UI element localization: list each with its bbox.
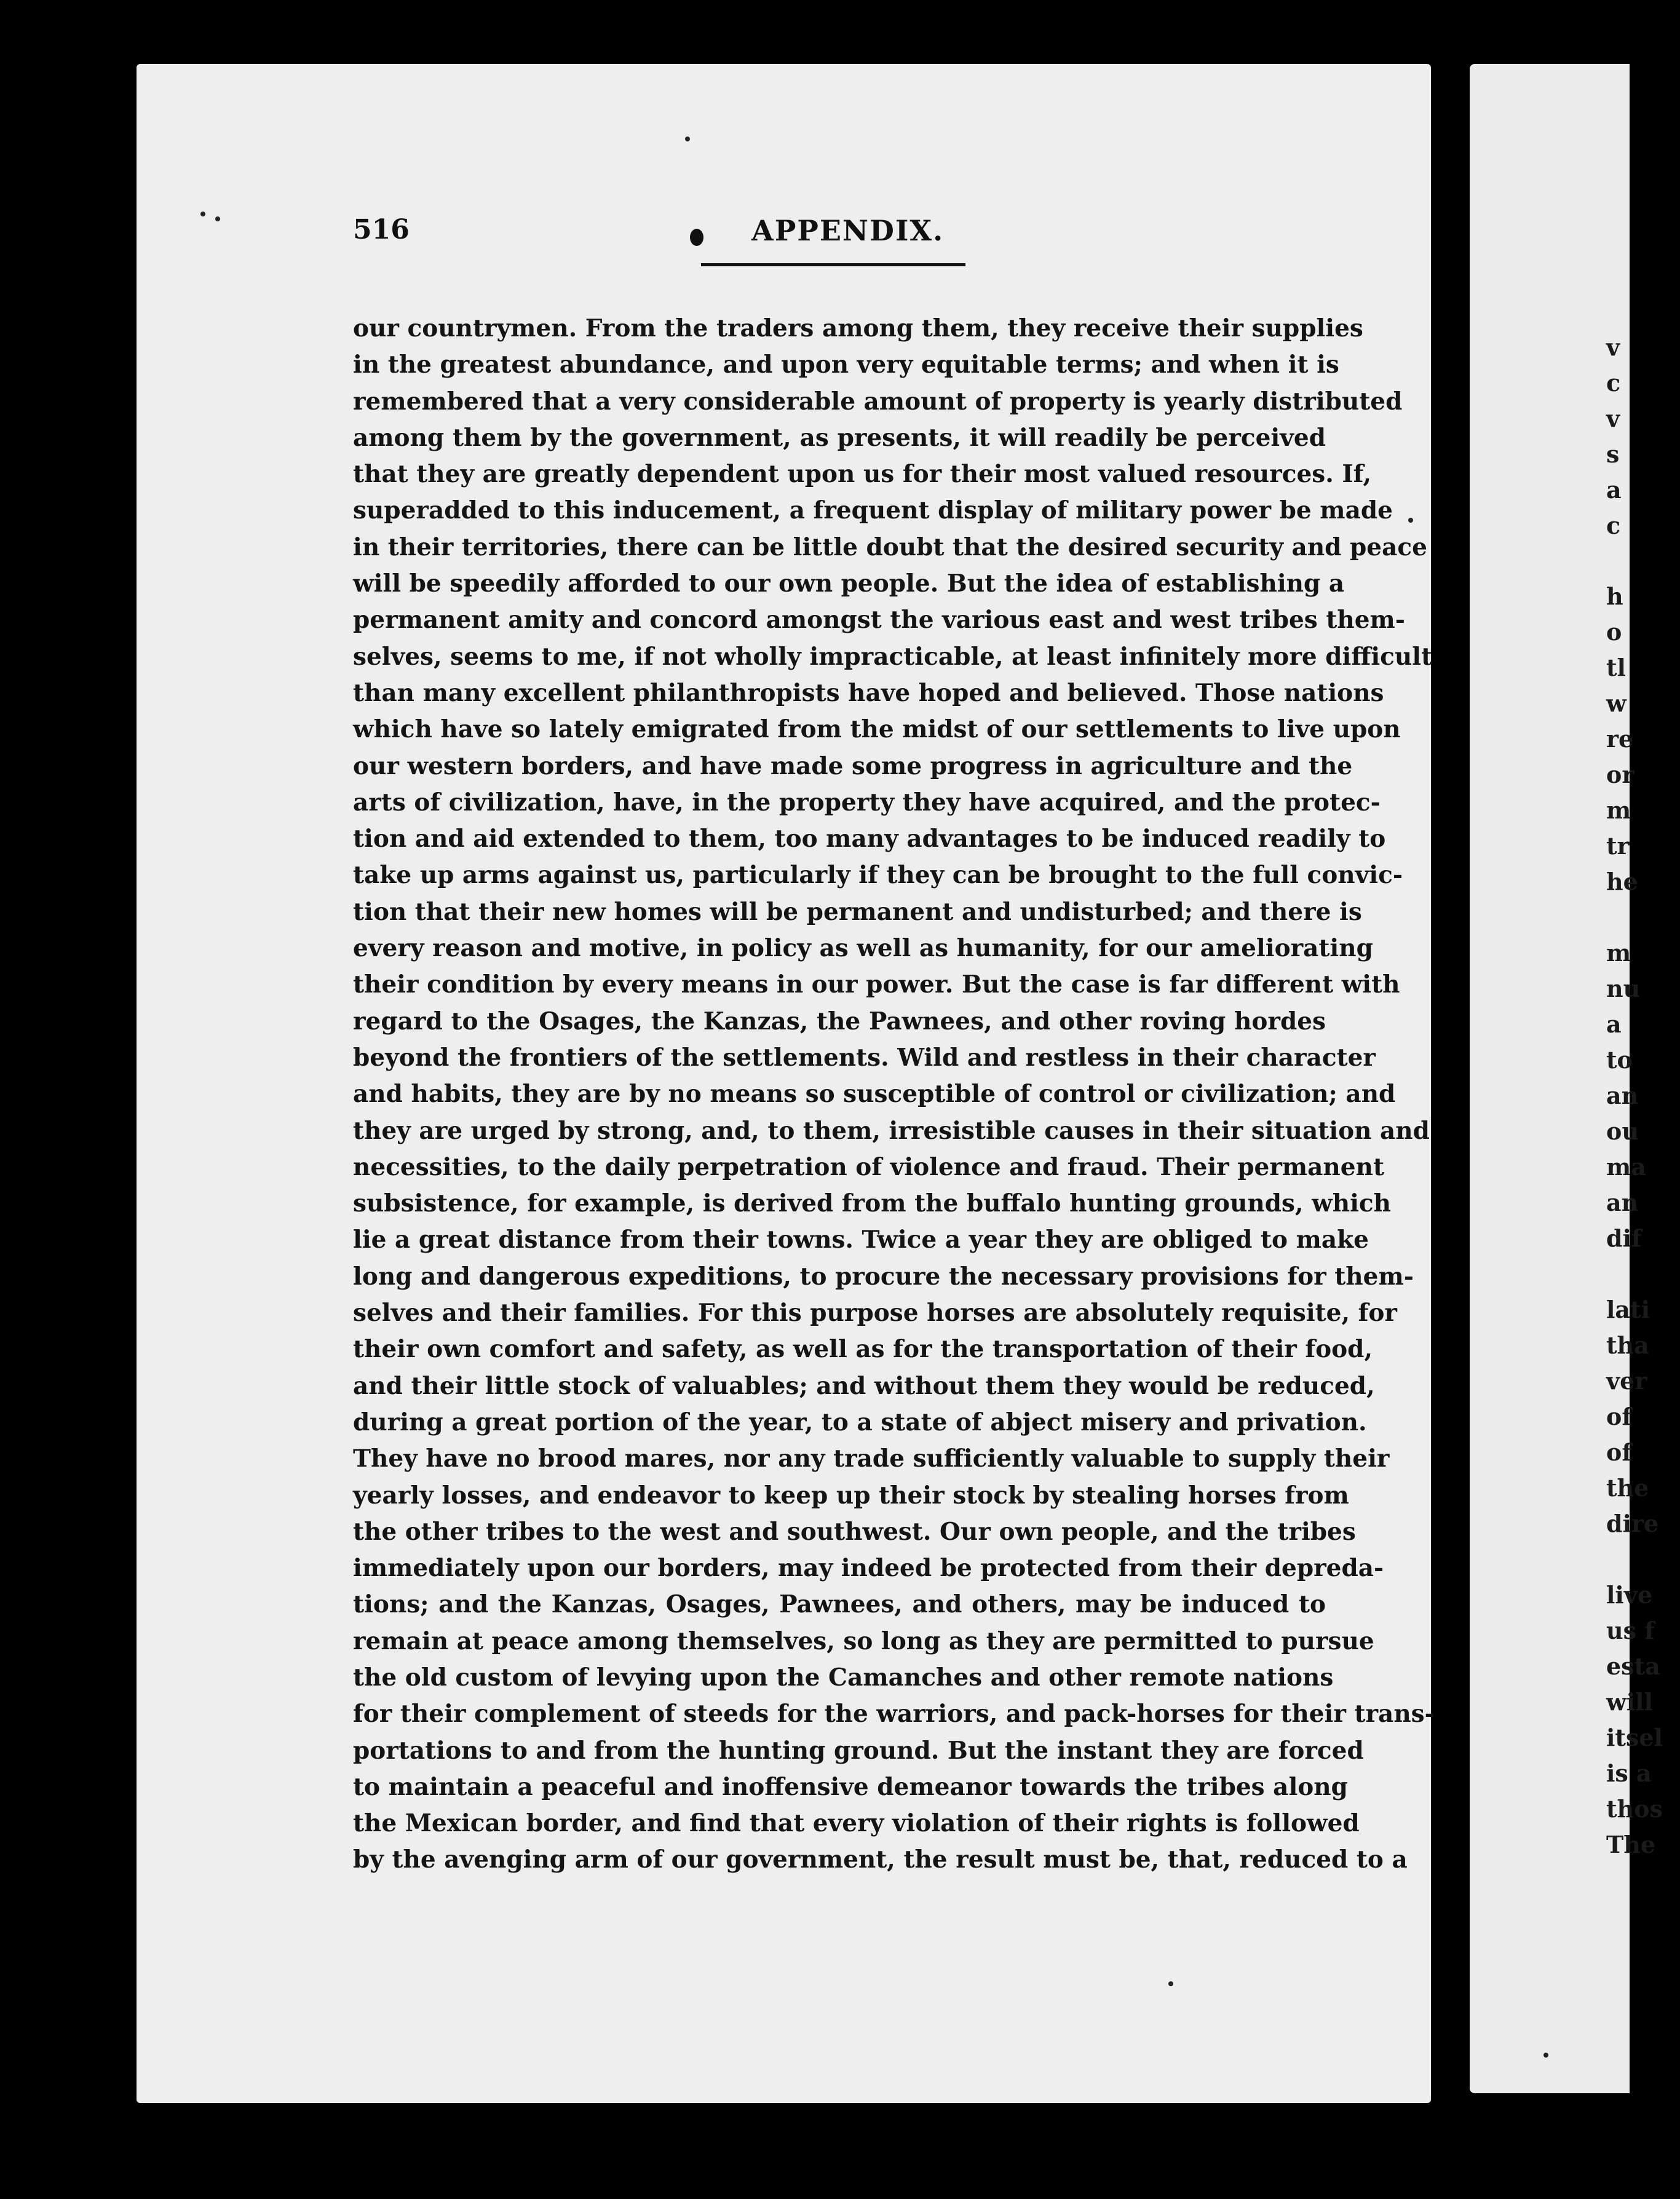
ink-speck [1408, 518, 1413, 523]
text-line: take up arms against us, particularly if they can be brought to the full convic- [353, 861, 1403, 890]
facing-page-fragment: tr [1606, 832, 1630, 860]
facing-page-fragment: v [1606, 333, 1620, 361]
facing-page-fragment: he [1606, 868, 1638, 895]
text-line: and habits, they are by no means so susceptible of control or civilization; and [353, 1080, 1396, 1109]
body-text [353, 311, 1435, 1879]
text-line: in the greatest abundance, and upon very equitable terms; and when it is [353, 351, 1339, 379]
page-number: 516 [353, 214, 410, 245]
facing-page-fragment: will [1606, 1688, 1654, 1716]
facing-page-fragment: dire [1606, 1510, 1659, 1537]
facing-page-fragment: lati [1606, 1296, 1650, 1323]
ink-speck [215, 216, 220, 221]
facing-page-fragment: a [1606, 1010, 1622, 1038]
text-line: portations to and from the hunting ground. But the instant they are forced [353, 1736, 1364, 1765]
facing-page-fragment: is a [1606, 1759, 1652, 1787]
facing-page-fragment: an [1606, 1082, 1639, 1109]
ink-speck [685, 137, 690, 141]
text-line: They have no brood mares, nor any trade sufficiently valuable to supply their [353, 1444, 1390, 1473]
text-line: the Mexican border, and find that every violation of their rights is followed [353, 1809, 1360, 1838]
text-line: remain at peace among themselves, so long as they are permitted to pursue [353, 1626, 1374, 1655]
text-line: by the avenging arm of our government, the result must be, that, reduced to a [353, 1845, 1408, 1874]
text-line: the old custom of levying upon the Camanches and other remote nations [353, 1663, 1334, 1692]
ink-speck [1168, 1981, 1173, 1986]
facing-page-edge [1470, 64, 1630, 2093]
text-line: tions; and the Kanzas, Osages, Pawnees, and others, may be induced to [353, 1590, 1326, 1619]
text-line: which have so lately emigrated from the midst of our settlements to live upon [353, 715, 1401, 744]
text-line: than many excellent philanthropists have hoped and believed. Those nations [353, 678, 1384, 707]
text-line: beyond the frontiers of the settlements. Wild and restless in their character [353, 1043, 1376, 1072]
facing-page-fragment: s [1606, 440, 1620, 468]
facing-page-fragment: c [1606, 512, 1621, 539]
text-line: superadded to this inducement, a frequent display of military power be made [353, 496, 1393, 525]
text-line: necessities, to the daily perpetration of violence and fraud. Their permanent [353, 1152, 1384, 1181]
facing-page-fragment: c [1606, 369, 1621, 397]
text-line: during a great portion of the year, to a state of abject misery and privation. [353, 1408, 1367, 1436]
text-line: in their territories, there can be little doubt that the desired security and peace [353, 533, 1427, 561]
text-line: arts of civilization, have, in the property they have acquired, and the protec- [353, 788, 1381, 817]
facing-page-fragment: tl [1606, 654, 1626, 681]
text-line: selves, seems to me, if not wholly impracticable, at least infinitely more difficult [353, 642, 1433, 671]
facing-page-fragment: ver [1606, 1367, 1647, 1395]
text-line: and their little stock of valuables; and without them they would be reduced, [353, 1371, 1375, 1400]
text-line: to maintain a peaceful and inoffensive demeanor towards the tribes along [353, 1772, 1348, 1801]
text-line: among them by the government, as presents, it will readily be perceived [353, 423, 1326, 452]
facing-page-fragment: thos [1606, 1795, 1663, 1823]
facing-page-fragment: the [1606, 1474, 1649, 1502]
text-line: their condition by every means in our power. But the case is far different with [353, 970, 1400, 999]
facing-page-fragment: a [1606, 476, 1622, 504]
text-line: our western borders, and have made some progress in agriculture and the [353, 751, 1353, 780]
text-line: immediately upon our borders, may indeed be protected from their depreda- [353, 1554, 1384, 1583]
text-line: lie a great distance from their towns. Twice a year they are obliged to make [353, 1226, 1369, 1254]
facing-page-fragment: itsel [1606, 1724, 1663, 1751]
header-rule [701, 263, 965, 266]
text-line: permanent amity and concord amongst the various east and west tribes them- [353, 606, 1405, 635]
facing-page-fragment: w [1606, 689, 1627, 717]
facing-page-fragment: esta [1606, 1652, 1660, 1680]
ink-speck [200, 212, 205, 216]
facing-page-fragment: ma [1606, 1153, 1646, 1181]
text-line: regard to the Osages, the Kanzas, the Pawnees, and other roving hordes [353, 1007, 1326, 1036]
facing-page-fragment: m [1606, 796, 1631, 824]
facing-page-fragment: The [1606, 1831, 1656, 1858]
facing-page-fragment: dif [1606, 1224, 1642, 1252]
text-line: that they are greatly dependent upon us for their most valued resources. If, [353, 460, 1372, 489]
running-head: APPENDIX. [751, 214, 945, 247]
facing-page-fragment: nu [1606, 975, 1641, 1002]
text-line: for their complement of steeds for the warriors, and pack-horses for their trans- [353, 1700, 1435, 1729]
facing-page-fragment: to [1606, 1046, 1633, 1074]
facing-page-fragment: or [1606, 761, 1634, 788]
facing-page-fragment: m [1606, 939, 1631, 967]
facing-page-fragment: us f [1606, 1617, 1655, 1644]
facing-page-fragment: o [1606, 618, 1622, 646]
text-line: selves and their families. For this purpose horses are absolutely requisite, for [353, 1299, 1397, 1328]
facing-page-fragment: v [1606, 405, 1620, 432]
facing-page-fragment: h [1606, 582, 1623, 610]
facing-page-fragment: re [1606, 725, 1634, 753]
facing-page-fragment: of [1606, 1403, 1632, 1430]
text-line: they are urged by strong, and, to them, irresistible causes in their situation and [353, 1116, 1430, 1145]
text-line: tion and aid extended to them, too many advantages to be induced readily to [353, 825, 1386, 854]
facing-page-fragment: ou [1606, 1117, 1639, 1145]
text-line: every reason and motive, in policy as well as humanity, for our ameliorating [353, 934, 1373, 963]
facing-page-fragment: live [1606, 1581, 1653, 1609]
ink-speck [1543, 2053, 1548, 2058]
facing-page-fragment: tha [1606, 1331, 1649, 1359]
bullet-ornament-icon [690, 229, 703, 246]
text-line: the other tribes to the west and southwest. Our own people, and the tribes [353, 1517, 1356, 1546]
text-line: tion that their new homes will be permanent and undisturbed; and there is [353, 897, 1362, 926]
text-line: their own comfort and safety, as well as for the transportation of their food, [353, 1335, 1373, 1364]
text-line: remembered that a very considerable amount of property is yearly distributed [353, 387, 1403, 416]
text-line: long and dangerous expeditions, to procure the necessary provisions for them- [353, 1262, 1414, 1291]
text-line: subsistence, for example, is derived from the buffalo hunting grounds, which [353, 1189, 1392, 1218]
text-line: will be speedily afforded to our own people. But the idea of establishing a [353, 569, 1345, 598]
facing-page-fragment: of [1606, 1438, 1632, 1466]
facing-page-fragment: an [1606, 1189, 1639, 1216]
text-line: our countrymen. From the traders among them, they receive their supplies [353, 314, 1363, 343]
text-line: yearly losses, and endeavor to keep up their stock by stealing horses from [353, 1481, 1349, 1510]
